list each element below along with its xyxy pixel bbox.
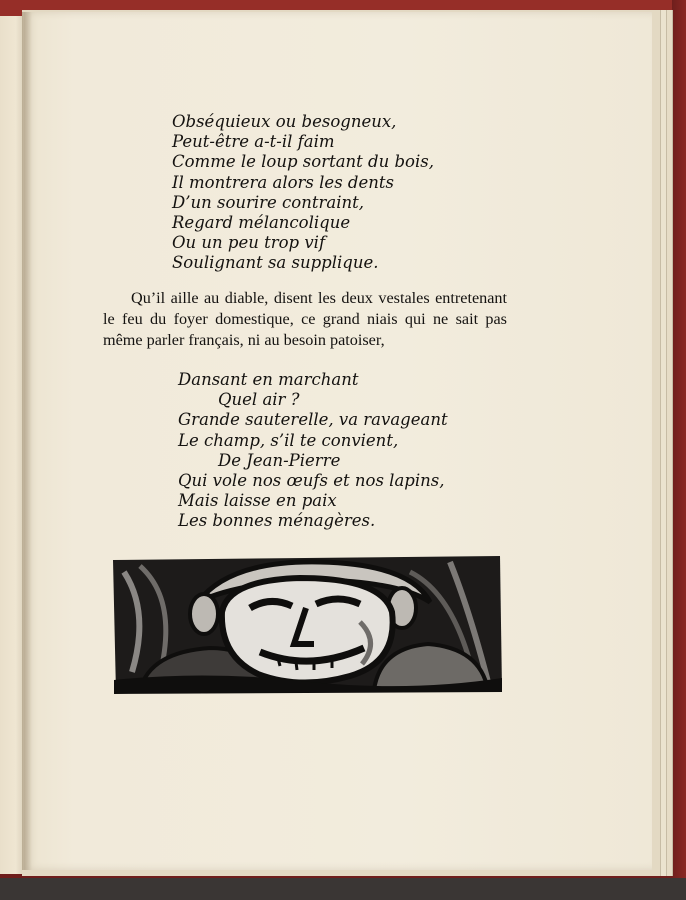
table-surface: [0, 878, 686, 900]
verse-line: Ou un peu trop vif: [172, 233, 326, 253]
woodcut-illustration: [110, 552, 504, 696]
verse-line: Les bonnes ménagères.: [178, 511, 376, 531]
verse-line: Soulignant sa supplique.: [172, 253, 379, 273]
verse-line: Obséquieux ou besogneux,: [172, 112, 397, 131]
verse-line: Comme le loup sortant du bois,: [172, 152, 434, 172]
verse-line: Il montrera alors les dents: [172, 172, 394, 192]
verse-line: Regard mélancolique: [172, 213, 351, 233]
woodcut-ear: [190, 594, 218, 634]
poem-stanza-bottom: [178, 370, 448, 532]
poem-stanza-top: [172, 112, 434, 274]
page-gutter-shadow: [22, 12, 32, 870]
verse-line: Qui vole nos œufs et nos lapins,: [178, 471, 445, 491]
verse-line: Quel air ?: [218, 390, 300, 410]
verse-line: Grande sauterelle, va ravageant: [178, 410, 448, 430]
verse-line: Mais laisse en paix: [178, 491, 337, 511]
verse-line: Le champ, s’il te convient,: [178, 430, 399, 450]
verse-line: Peut-être a-t-il faim: [172, 132, 335, 152]
verse-line: De Jean-Pierre: [218, 450, 341, 470]
binding-right-edge: [672, 0, 686, 900]
verse-line: Dansant en marchant: [178, 370, 359, 389]
verse-line: D’un sourire contraint,: [172, 192, 364, 212]
prose-paragraph: Qu’il aille au diable, disent les deux vestales entretenant le feu du foyer domestique, ce grand niais qui ne sait pas même parler français, ni au besoin patoiser,: [103, 289, 507, 349]
